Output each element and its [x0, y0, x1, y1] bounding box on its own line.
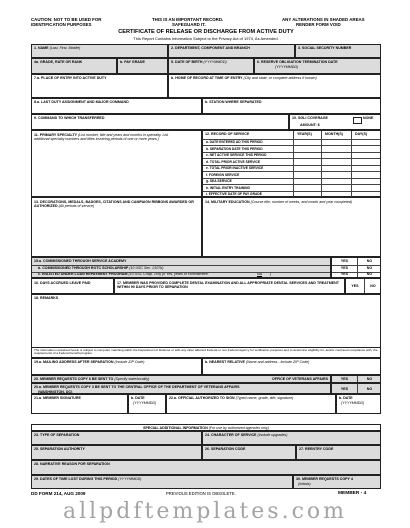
alterations-text: ANY ALTERATIONS IN SHADED AREAS — [282, 17, 365, 22]
loan-repayment-hint: (10 USC Chap. 109) (If Yes, years of commitment: — [128, 272, 209, 276]
home-of-record-label: b. HOME OF RECORD AT TIME OF ENTRY — [171, 75, 243, 80]
reserve-obligation-field[interactable] — [254, 58, 381, 74]
dental-yes[interactable]: YES — [351, 283, 359, 288]
character-of-service-label: 24. CHARACTER OF SERVICE — [205, 432, 257, 437]
department-field[interactable] — [168, 44, 295, 58]
decorations-label: 13. DECORATIONS, MEDALS, BADGES, CITATIONS AND CAMPAIGN RIBBONS AWARDED OR AUTHORIZED — [34, 199, 194, 208]
member-date-label: b. DATE — [131, 395, 145, 400]
command-transferred-label: 9. COMMAND TO WHICH TRANSFERRED — [34, 115, 105, 120]
dob-hint: (YYYYMMDD) — [203, 59, 227, 64]
official-date-hint: (YYYYMMDD) — [341, 400, 365, 405]
previous-edition: PREVIOUS EDITION IS OBSOLETE. — [166, 491, 236, 496]
time-lost-hint: (YYYYMMDD) — [118, 476, 142, 481]
nearest-relative-hint: (Name and address - include ZIP Code) — [245, 359, 310, 364]
grade-label: 4a. GRADE, RATE OR RANK — [34, 59, 83, 64]
member-date-hint: (YYYYMMDD) — [133, 400, 157, 405]
commission-rows — [31, 257, 331, 278]
reserve-obligation-hint: (YYYYMMDD) — [275, 64, 299, 69]
station-separated-field[interactable] — [202, 98, 381, 114]
sgli-label: 10. SGLI COVERAGE — [292, 116, 328, 120]
copy4-label: 30. MEMBER REQUESTS COPY 4 — [296, 476, 353, 481]
official-signature-hint: (Typed name, grade, title, signature) — [235, 395, 294, 400]
grade-field[interactable] — [31, 58, 117, 74]
copy6-label: 20. MEMBER REQUESTS COPY 6 BE SENT TO — [34, 377, 114, 381]
dob-field[interactable] — [168, 58, 254, 74]
commission-yesno — [331, 257, 381, 278]
dental-exam-label: 17. MEMBER WAS PROVIDED COMPLETE DENTAL EXAMINATION AND ALL APPROPRIATE DENTAL SERVICES AND TREATMENT WITHIN 90 DAYS PRIOR TO SEPARATION — [117, 280, 339, 289]
copy3-yes[interactable]: YES — [340, 386, 349, 391]
military-education-field[interactable] — [202, 197, 381, 257]
nearest-relative-label: b. NEAREST RELATIVE — [205, 359, 245, 364]
narrative-reason-field[interactable] — [31, 460, 381, 475]
mailing-address-label: 19.a. MAILING ADDRESS AFTER SEPARATION — [34, 359, 114, 364]
special-info-label: SPECIAL ADDITIONAL INFORMATION — [143, 425, 208, 430]
name-field[interactable] — [31, 44, 168, 58]
decorations-hint: (All periods of service) — [58, 203, 95, 208]
academy-no[interactable]: NO — [366, 258, 373, 263]
command-transferred-field[interactable] — [31, 114, 289, 130]
loan-no[interactable]: NO — [366, 272, 373, 276]
separation-code-label: 26. SEPARATION CODE — [205, 446, 246, 451]
remarks-label: 18. REMARKS — [34, 295, 59, 300]
copy3-no[interactable]: NO — [366, 386, 373, 391]
official-signature-field[interactable] — [166, 394, 336, 414]
nearest-relative-field[interactable] — [202, 358, 381, 375]
place-of-entry-field[interactable] — [31, 74, 168, 98]
official-date-field[interactable] — [336, 394, 381, 414]
safeguard-text: SAFEGUARD IT. — [172, 22, 206, 27]
sgli-amount-label: AMOUNT: $ — [300, 122, 320, 127]
service-column-divider — [321, 131, 322, 139]
separation-authority-label: 25. SEPARATION AUTHORITY — [34, 446, 85, 451]
primary-specialty-hint: (List number, title and years and months in specialty. List additional specialty numbers and titles involving periods of one or more years.) — [34, 132, 169, 141]
service-column-divider — [351, 131, 352, 139]
copy6-yesno — [331, 375, 381, 383]
col-days-header: DAY(S) — [355, 132, 368, 136]
member-date-field[interactable] — [128, 394, 166, 414]
pay-grade-field[interactable] — [117, 58, 168, 74]
rotc-label: b. COMMISSIONED THROUGH ROTC SCHOLARSHIP — [38, 265, 129, 270]
military-education-hint: (Course title, number of weeks, and month and year completed) — [250, 199, 353, 204]
caution-text-2: IDENTIFICATION PURPOSES — [31, 22, 92, 27]
reserve-obligation-label: 6. RESERVE OBLIGATION TERMINATION DATE — [257, 59, 338, 64]
service-row-label: g. SEA SERVICE — [206, 179, 232, 184]
separation-type-label: 23. TYPE OF SEPARATION — [34, 432, 80, 437]
place-of-entry-label: 7.a. PLACE OF ENTRY INTO ACTIVE DUTY — [34, 75, 107, 80]
service-row-label: f. FOREIGN SERVICE — [206, 172, 240, 177]
loan-commitment-close: ) — [270, 272, 272, 276]
home-of-record-field[interactable] — [168, 74, 381, 98]
academy-yes[interactable]: YES — [340, 258, 349, 263]
record-of-service-label: 12. RECORD OF SERVICE — [205, 132, 250, 136]
special-info-header — [31, 424, 381, 431]
col-years-header: YEAR(S) — [297, 132, 312, 136]
service-row-label: a. DATE ENTERED AD THIS PERIOD — [206, 140, 263, 145]
narrative-reason-label: 28. NARRATIVE REASON FOR SEPARATION — [34, 461, 110, 466]
member-signature-label: 21.a. MEMBER SIGNATURE — [34, 395, 81, 400]
form-number: DD FORM 214, AUG 2009 — [31, 491, 86, 496]
department-label: 2. DEPARTMENT, COMPONENT AND BRANCH — [171, 45, 250, 50]
special-info-hint: (For use by authorized agencies only) — [208, 425, 269, 430]
loan-yes[interactable]: YES — [340, 272, 349, 276]
name-label: 1. NAME — [34, 45, 49, 50]
copy3-label: 20.a. MEMBER REQUESTS COPY 3 BE SENT TO THE CENTRAL OFFICE OF THE DEPARTMENT OF VETERANS AFFAIRS — [34, 384, 240, 389]
sgli-field[interactable] — [289, 114, 381, 130]
service-row-label: c. NET ACTIVE SERVICE THIS PERIOD — [206, 153, 267, 158]
rotc-hint: (10 USC Sec. 2107b) — [129, 265, 164, 270]
void-text: RENDER FORM VOID — [296, 22, 341, 27]
copy4-field[interactable] — [293, 475, 381, 489]
separation-authority-field[interactable] — [31, 445, 202, 460]
accrued-leave-label: 16. DAYS ACCRUED LEAVE PAID — [34, 280, 91, 285]
remarks-field[interactable] — [31, 294, 381, 348]
copy6-office: OFFICE OF VETERANS AFFAIRS — [272, 377, 328, 381]
last-duty-label: 8.a. LAST DUTY ASSIGNMENT AND MAJOR COMMAND — [34, 99, 129, 104]
reentry-code-field[interactable] — [296, 445, 381, 460]
separation-type-field[interactable] — [31, 431, 202, 445]
copy6-yes[interactable]: YES — [340, 377, 349, 381]
dob-label: 5. DATE OF BIRTH — [171, 59, 203, 64]
official-date-label: b. DATE — [339, 395, 353, 400]
separation-code-field[interactable] — [202, 445, 296, 460]
form-title: CERTIFICATE OF RELEASE OR DISCHARGE FROM ACTIVE DUTY — [118, 29, 294, 35]
copy6-row — [31, 375, 331, 383]
primary-specialty-label: 11. PRIMARY SPECIALTY — [34, 132, 78, 137]
mailing-address-field[interactable] — [31, 358, 202, 375]
member-signature-field[interactable] — [31, 394, 128, 414]
service-row-label: d. TOTAL PRIOR ACTIVE SERVICE — [206, 159, 261, 164]
official-signature-label: 22.a. OFFICIAL AUTHORIZED TO SIGN — [169, 395, 235, 400]
copy3-yesno — [331, 383, 381, 394]
reentry-code-label: 27. REENTRY CODE — [299, 446, 334, 451]
ssn-label: 3. SOCIAL SECURITY NUMBER — [298, 45, 352, 50]
record-of-service-table — [202, 130, 381, 197]
service-row-label: b. SEPARATION DATE THIS PERIOD — [206, 146, 263, 151]
copy3-row — [31, 383, 331, 394]
character-of-service-hint: (Include upgrades) — [257, 432, 288, 437]
military-education-label: 14. MILITARY EDUCATION — [205, 199, 250, 204]
loan-repayment-label: c. ENLISTED UNDER LOAN REPAYMENT PROGRAM — [38, 272, 128, 276]
caution-text: CAUTION: NOT TO BE USED FOR — [31, 17, 102, 22]
copy4-hint: (Initials) — [298, 482, 311, 486]
accrued-leave-field[interactable] — [31, 278, 114, 294]
last-duty-field[interactable] — [31, 98, 202, 114]
dental-exam-field — [114, 278, 345, 294]
ssn-field[interactable] — [295, 44, 381, 58]
dental-no[interactable]: NO — [370, 283, 376, 288]
copy3-dc: (WASHINGTON, DC) — [38, 389, 73, 394]
important-text: THIS IS AN IMPORTANT RECORD. — [152, 17, 224, 22]
privacy-notice: This Report Contains Information Subject to the Privacy Act of 1974, As Amended. — [133, 36, 279, 41]
member-copy: MEMBER - 4 — [338, 491, 367, 496]
home-of-record-hint: (City and state, or complete address if known) — [243, 75, 317, 80]
service-row-label: h. INITIAL ENTRY TRAINING — [206, 185, 251, 190]
decorations-field[interactable] — [31, 197, 202, 257]
dental-yesno — [345, 278, 381, 294]
station-separated-label: b. STATION WHERE SEPARATED — [205, 99, 262, 104]
loan-commitment-value: NA — [257, 271, 262, 276]
rotc-yes[interactable]: YES — [340, 265, 349, 270]
consent-notice-box — [31, 348, 381, 358]
copy6-hint: (Specify state/locality) — [114, 377, 150, 381]
service-row-label: i. EFFECTIVE DATE OF PAY GRADE — [206, 192, 262, 197]
copy6-no[interactable]: NO — [366, 377, 373, 381]
pay-grade-label: b. PAY GRADE — [120, 59, 145, 64]
col-months-header: MONTH(S) — [325, 132, 343, 136]
consent-notice: The information contained herein is subject to computer matching within the Department of Defense or with any other affected Federal or non-Federal agency for verification purposes and to determine eligibility for, and/or continued compliance with, the requirements of a Federal benefit program. — [34, 347, 378, 356]
time-lost-label: 29. DATES OF TIME LOST DURING THIS PERIOD — [34, 476, 118, 481]
primary-specialty-field[interactable] — [31, 130, 202, 197]
name-hint: (Last, First, Middle) — [49, 45, 81, 50]
watermark: allpdftemplates.com — [62, 499, 348, 524]
service-column-divider — [293, 131, 294, 139]
service-academy-label: 15.a. COMMISSIONED THROUGH SERVICE ACADEMY — [34, 258, 127, 263]
time-lost-field[interactable] — [31, 475, 293, 489]
rotc-no[interactable]: NO — [366, 265, 373, 270]
service-row-label: e. TOTAL PRIOR INACTIVE SERVICE — [206, 166, 264, 171]
mailing-address-hint: (Include ZIP Code) — [114, 359, 145, 364]
sgli-none-label: NONE — [363, 116, 374, 120]
character-of-service-field[interactable] — [202, 431, 381, 445]
sgli-none-checkbox[interactable] — [353, 117, 362, 124]
